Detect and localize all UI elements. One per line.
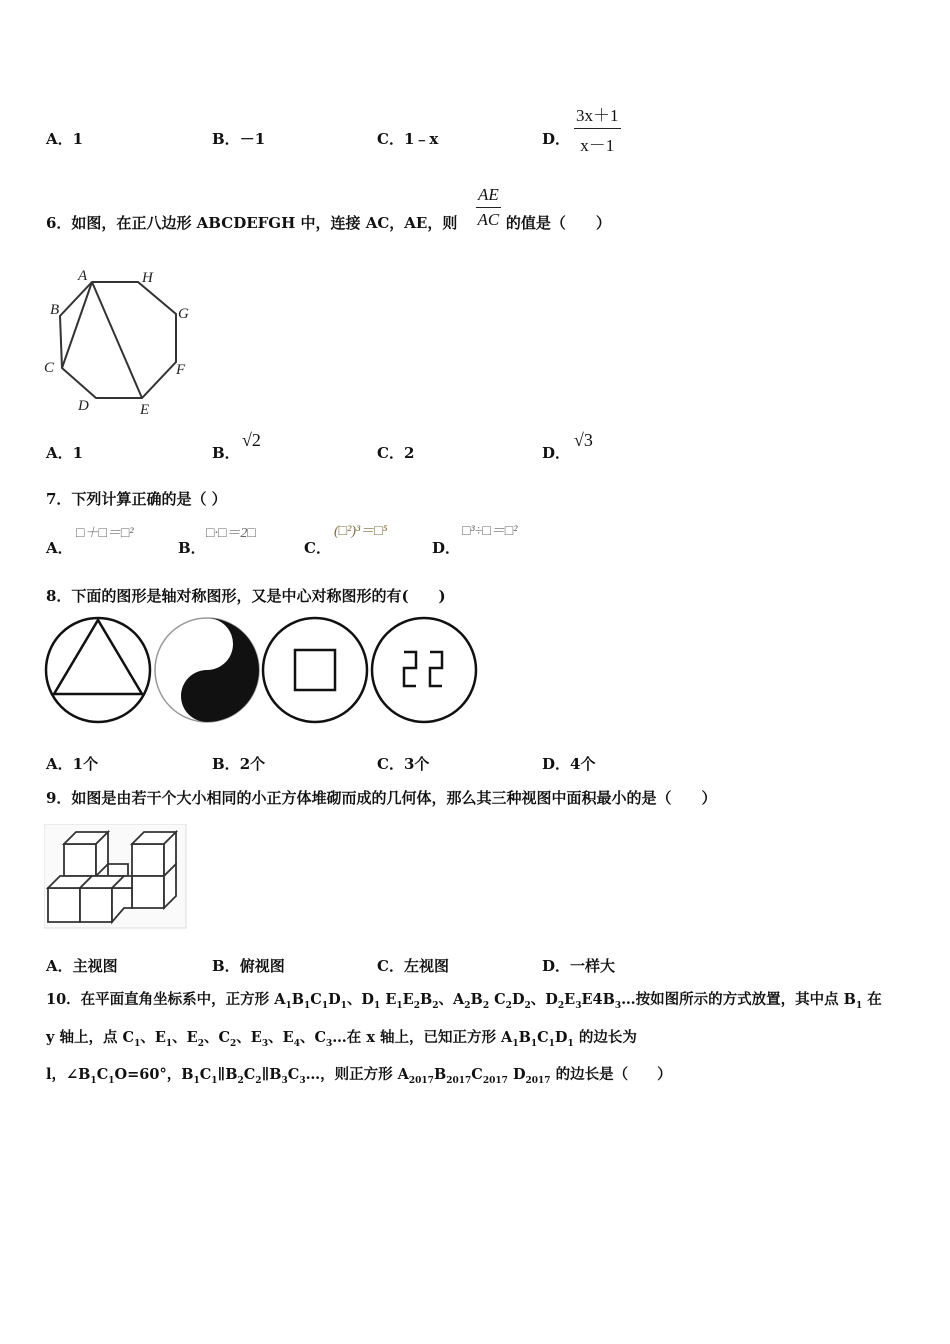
vertex-label-h: H: [142, 270, 153, 286]
circle-triangle-figure: [46, 618, 150, 722]
q9-option-b[interactable]: [212, 955, 285, 976]
q7-option-c-expr: (□²)³＝□⁵: [334, 524, 388, 539]
option-text: 一样大: [570, 957, 616, 975]
option-label: D．: [542, 957, 571, 975]
fraction-numerator: 3x＋1: [574, 101, 621, 129]
q7-option-d-expr: □³÷□＝□²: [462, 524, 518, 539]
segment-ac: [62, 282, 92, 368]
q6-option-a[interactable]: [46, 442, 83, 463]
q7-stem: 7．下列计算正确的是（ ）: [46, 490, 227, 508]
q8-option-a[interactable]: [46, 753, 98, 774]
option-text: 4个: [570, 755, 596, 773]
cube-stack-figure: [44, 824, 190, 932]
q8-figures: [42, 614, 484, 728]
option-text: 主视图: [72, 957, 118, 975]
q6-fraction: [476, 185, 501, 230]
q6-option-b-sqrt: √2: [242, 430, 261, 450]
q5-option-a[interactable]: [46, 128, 83, 149]
q10-line-3: l，$\angle B_1C_1O=60^\circ$，$B_1C_1\parallel B_2C_2\parallel B_3C_3\dots$，则正方形 $A_{2017}B_{2017}C_{2017}$ $D_{2017}$ 的边长是（ ）: [46, 1066, 672, 1086]
option-text: 1: [72, 130, 84, 148]
q6-text-after: 的值是（ ）: [505, 214, 611, 232]
q6-option-b[interactable]: [212, 442, 240, 463]
option-label: A．: [46, 444, 73, 462]
segment-ae: [92, 282, 142, 398]
q5-option-b[interactable]: [212, 128, 265, 149]
q9-option-c[interactable]: [377, 955, 449, 976]
q6-option-c[interactable]: [377, 442, 414, 463]
q7-option-c[interactable]: [304, 537, 331, 558]
q6-option-d[interactable]: [542, 442, 570, 463]
option-label: D．: [432, 539, 461, 557]
option-label: B．: [212, 130, 240, 148]
option-label: A．: [46, 755, 73, 773]
vertex-label-e: E: [140, 402, 150, 418]
q5-option-d[interactable]: [542, 128, 570, 149]
vertex-label-c: C: [44, 360, 55, 376]
fraction-numerator: AE: [476, 185, 501, 208]
q8-stem: 8．下面的图形是轴对称图形，又是中心对称图形的有( ): [46, 587, 446, 605]
q7-option-b-expr: □·□＝2□: [206, 526, 256, 541]
octagon-figure: [40, 262, 200, 422]
vertex-label-g: G: [178, 306, 189, 322]
vertex-label-b: B: [50, 302, 60, 318]
circle-square-figure: [263, 618, 367, 722]
q7-option-a-expr: □＋□＝□²: [76, 526, 134, 541]
q6-stem: [46, 212, 611, 233]
option-label: B．: [212, 444, 240, 462]
option-label: D．: [542, 444, 571, 462]
q9-stem: 9．如图是由若干个大小相同的小正方体堆砌而成的几何体，那么其三种视图中面积最小的是（ ）: [46, 789, 717, 807]
option-text: 俯视图: [239, 957, 285, 975]
option-label: A．: [46, 957, 73, 975]
option-text: 2: [403, 444, 415, 462]
vertex-label-f: F: [176, 362, 186, 378]
fraction-denominator: AC: [477, 210, 500, 229]
vertex-label-a: A: [78, 268, 88, 284]
option-label: C．: [304, 539, 331, 557]
option-text: 3个: [403, 755, 430, 773]
q10-line-1: 10．在平面直角坐标系中，正方形 $A_1B_1C_1D_1$、$D_1$ $E_1E_2B_2$、$A_2B_2$ $C_2D_2$、$D_2E_3E4B_3\dots$按如图所示的方式放置，其中点 $B_1$ 在: [46, 991, 882, 1011]
q6-text: 6．如图，在正八边形 ABCDEFGH 中，连接 AC，AE，则: [46, 214, 458, 232]
q6-option-d-sqrt: √3: [574, 430, 593, 450]
option-text: 1个: [72, 755, 99, 773]
q8-option-d[interactable]: [542, 753, 595, 774]
q10-line-2: y 轴上，点 $C_1$、$E_1$、$E_2$、$C_2$、$E_3$、$E_4$、$C_3\dots$在 x 轴上，已知正方形 $A_1B_1C_1D_1$ 的边长为: [46, 1029, 637, 1049]
option-label: C．: [377, 130, 404, 148]
q7-option-d[interactable]: [432, 537, 460, 558]
fraction-denominator: x－1: [580, 136, 615, 155]
option-label: C．: [377, 957, 404, 975]
option-label: C．: [377, 755, 404, 773]
option-text: 左视图: [403, 957, 449, 975]
q5-d-fraction: [574, 101, 621, 156]
yin-yang-figure: [155, 618, 259, 722]
q7-option-b[interactable]: [178, 537, 206, 558]
q5-option-c[interactable]: [377, 128, 438, 149]
q9-option-a[interactable]: [46, 955, 118, 976]
q7-option-a[interactable]: [46, 537, 73, 558]
q8-option-b[interactable]: [212, 753, 265, 774]
option-label: B．: [178, 539, 206, 557]
option-label: A．: [46, 539, 73, 557]
option-text: 2个: [239, 755, 266, 773]
option-label: D．: [542, 130, 571, 148]
circle-pattern-figure: [372, 618, 476, 722]
vertex-label-d: D: [78, 398, 89, 414]
option-label: A．: [46, 130, 73, 148]
option-label: B．: [212, 957, 240, 975]
option-text: 1: [72, 444, 84, 462]
q9-option-d[interactable]: [542, 955, 615, 976]
option-label: B．: [212, 755, 240, 773]
option-label: C．: [377, 444, 404, 462]
q8-option-c[interactable]: [377, 753, 429, 774]
option-text: －1: [239, 130, 266, 148]
option-label: D．: [542, 755, 571, 773]
option-text: 1﹣x: [403, 130, 439, 148]
